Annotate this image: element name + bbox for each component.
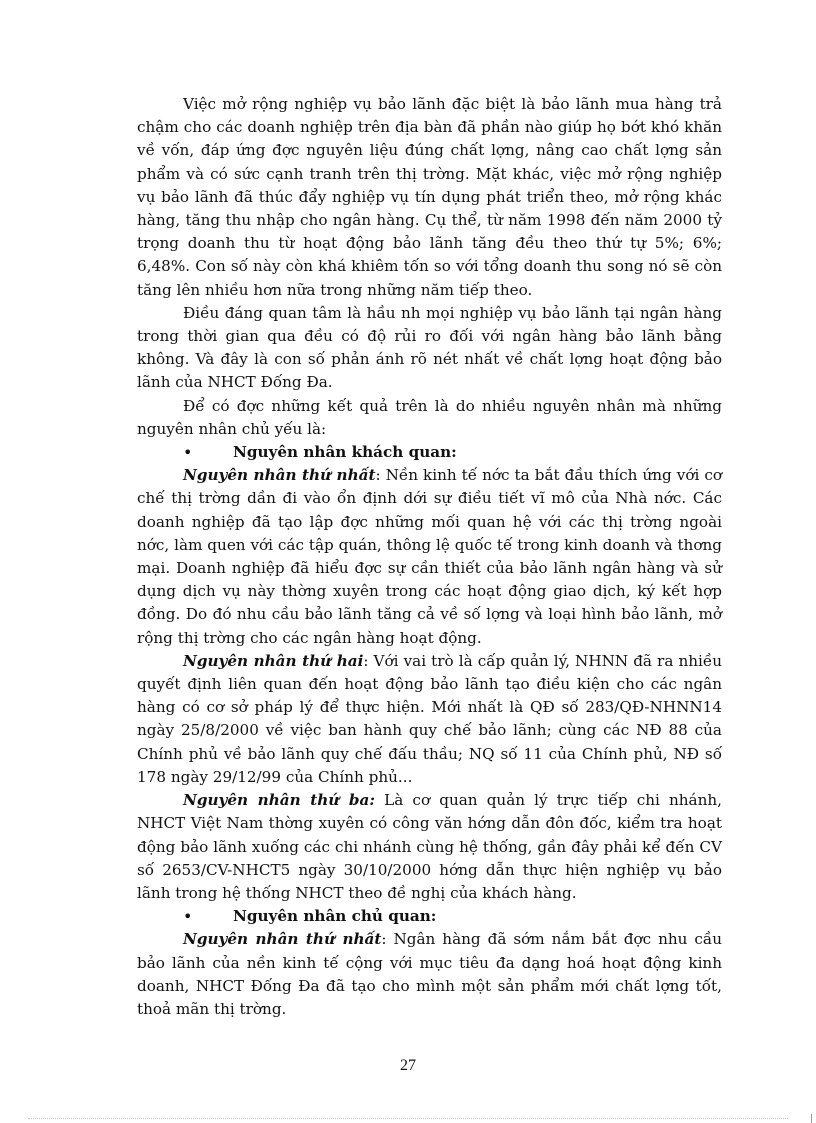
objective-reason-3: [137, 789, 722, 905]
section-heading-text: Nguyên nhân khách quan:: [233, 443, 457, 462]
paragraph-1: Việc mở rộng nghiệp vụ bảo lãnh đặc biệt là bảo lãnh mua hàng trả chậm cho các doanh nghiệp trên địa bàn đã phần nào giúp họ bớt khó khăn về vốn, đáp ứng đợc nguyên liệu đúng chất lợng, nâng cao chất lợng sản phẩm và có sức cạnh tranh trên thị trờng. Mặt khác, việc mở rộng nghiệp vụ bảo lãnh đã thúc đẩy nghiệp vụ tín dụng phát triển theo, mở rộng khác hàng, tăng thu nhập cho ngân hàng. Cụ thể, từ năm 1998 đến năm 2000 tỷ trọng doanh thu từ hoạt động bảo lãnh tăng đều theo thứ tự 5%; 6%; 6,48%. Con số này còn khá khiêm tốn so với tổng doanh thu song nó sẽ còn tăng lên nhiều hơn nữa trong những năm tiếp theo.: [137, 95, 722, 299]
paragraph-3: Để có đợc những kết quả trên là do nhiều nguyên nhân mà những nguyên nhân chủ yếu là:: [137, 396, 722, 438]
reason-text: : Nền kinh tế nớc ta bắt đầu thích ứng với cơ chế thị trờng dần đi vào ổn định dới sự điều tiết vĩ mô của Nhà nớc. Các doanh nghiệp đã tạo lập đợc những mối quan hệ với các thị trờng ngoài nớc, làm quen với các tập quán, thông lệ quốc tế trong kinh doanh và thơng mại. Doanh nghiệp đã hiểu đợc sự cần thiết của bảo lãnh ngân hàng và sử dụng dịch vụ này thờng xuyên trong các hoạt động giao dịch, ký kết hợp đồng. Do đó nhu cầu bảo lãnh tăng cả về số lợng và loại hình bảo lãnh, mở rộng thị trờng cho các ngân hàng hoạt động.: [137, 466, 722, 647]
section-heading-text: Nguyên nhân chủ quan:: [233, 907, 437, 926]
page-number: 27: [400, 1057, 416, 1074]
reason-lead: Nguyên nhân thứ ba:: [183, 791, 376, 810]
section-heading-subjective: [183, 905, 722, 928]
objective-reason-2: [137, 650, 722, 789]
reason-lead: Nguyên nhân thứ nhất: [183, 930, 382, 949]
document-body: [137, 93, 722, 1021]
section-heading-objective: [183, 441, 722, 464]
reason-lead: Nguyên nhân thứ nhất: [183, 466, 376, 485]
objective-reason-1: [137, 464, 722, 650]
reason-text: : Với vai trò là cấp quản lý, NHNN đã ra nhiều quyết định liên quan đến hoạt động bảo lãnh tạo điều kiện cho các ngân hàng có cơ sở pháp lý để thực hiện. Mới nhất là QĐ số 283/QĐ-NHNN14 ngày 25/8/2000 về việc ban hành quy chế bảo lãnh; cùng các NĐ 88 của Chính phủ về bảo lãnh quy chế đấu thầu; NQ số 11 của Chính phủ, NĐ số 178 ngày 29/12/99 của Chính phủ...: [137, 651, 722, 786]
bullet-icon: •: [183, 443, 193, 463]
reason-text: : Ngân hàng đã sớm nắm bắt đợc nhu cầu bảo lãnh của nền kinh tế cộng với mục tiêu đa dạng hoá hoạt động kinh doanh, NHCT Đống Đa đã tạo cho mình một sản phẩm mới chất lợng tốt, thoả mãn thị trờng.: [137, 930, 722, 1018]
subjective-reason-1: [137, 928, 722, 1021]
reason-text: Là cơ quan quản lý trực tiếp chi nhánh, NHCT Việt Nam thờng xuyên có công văn hớng dẫn đôn đốc, kiểm tra hoạt động bảo lãnh xuống các chi nhánh cùng hệ thống, gần đây phải kể đến CV số 2653/CV-NHCT5 ngày 30/10/2000 hớng dẫn thực hiện nghiệp vụ bảo lãnh trong hệ thống NHCT theo đề nghị của khách hàng.: [137, 791, 723, 902]
page-border-line: [28, 1118, 788, 1119]
bullet-icon: •: [183, 907, 193, 927]
page-corner-mark: [811, 1114, 812, 1123]
reason-lead: Nguyên nhân thứ hai: [183, 651, 364, 670]
paragraph-2: Điều đáng quan tâm là hầu nh mọi nghiệp vụ bảo lãnh tại ngân hàng trong thời gian qua đều có độ rủi ro đối với ngân hàng bảo lãnh bằng không. Và đây là con số phản ánh rõ nét nhất về chất lợng hoạt động bảo lãnh của NHCT Đống Đa.: [137, 303, 722, 392]
